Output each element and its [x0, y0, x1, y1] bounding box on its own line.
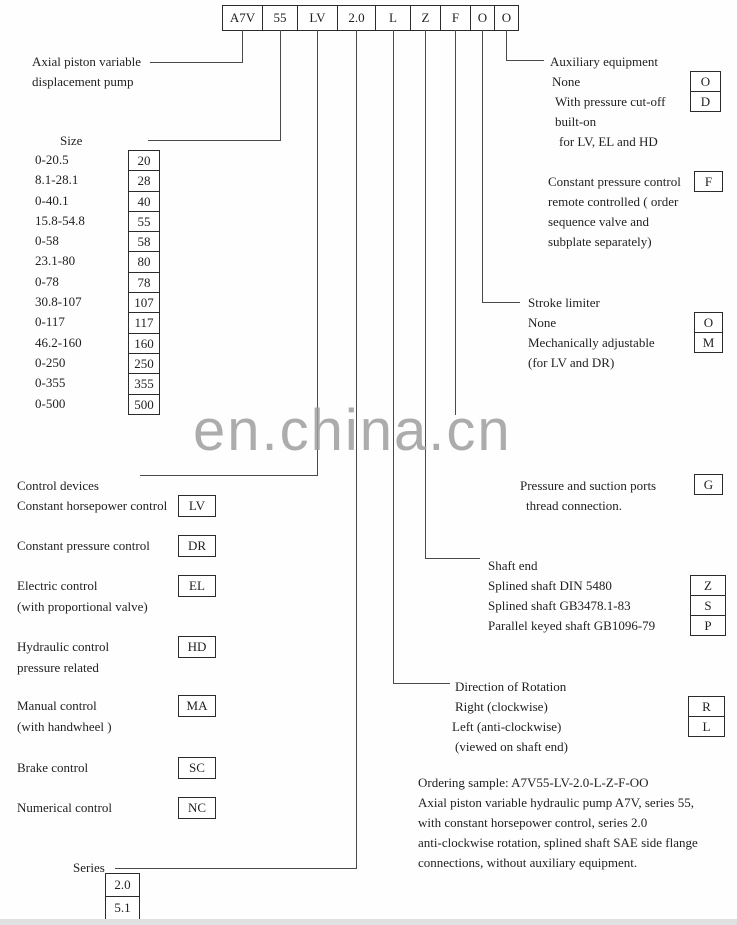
stroke-applies: (for LV and DR) — [528, 355, 615, 370]
shaft-code-p: P — [690, 615, 726, 636]
ports-line2: thread connection. — [526, 498, 623, 513]
pressure-remote-code: F — [694, 171, 723, 192]
shaft-code-s: S — [690, 595, 726, 616]
stroke-code-none: O — [694, 312, 723, 333]
size-code: 117 — [128, 312, 160, 333]
shaft-label-gb3478: Splined shaft GB3478.1-83 — [488, 598, 631, 613]
ordering-sample-line2: Axial piston variable hydraulic pump A7V, series 55, — [418, 795, 694, 810]
code-box-shaft: Z — [410, 5, 441, 31]
size-code: 28 — [128, 170, 160, 191]
ordering-sample-line4: anti-clockwise rotation, splined shaft SAE side flange — [418, 835, 698, 850]
rotation-right-label: Right (clockwise) — [455, 699, 548, 714]
connector-stroke-h — [482, 302, 520, 303]
size-range: 0-58 — [35, 233, 59, 249]
auxiliary-code-column — [690, 71, 721, 112]
size-code: 250 — [128, 353, 160, 374]
rotation-code-column — [688, 696, 725, 737]
pressure-remote-line2: remote controlled ( order — [548, 194, 679, 209]
ordering-code-boxes — [222, 5, 519, 31]
connector-auxiliary-v — [506, 30, 507, 60]
size-range: 8.1-28.1 — [35, 172, 79, 188]
auxiliary-none-label: None — [552, 74, 581, 89]
size-range: 46.2-160 — [35, 334, 82, 350]
connector-control-h — [140, 475, 318, 476]
size-code: 107 — [128, 292, 160, 313]
size-range: 0-250 — [35, 354, 66, 370]
size-code: 160 — [128, 333, 160, 354]
code-box-control: LV — [297, 5, 338, 31]
control-sub-el: (with proportional valve) — [17, 599, 148, 614]
size-range-list — [35, 150, 85, 414]
connector-shaft-v — [425, 30, 426, 558]
connector-shaft-h — [425, 558, 480, 559]
pressure-remote-line4: subplate separately) — [548, 234, 652, 249]
size-code: 78 — [128, 272, 160, 293]
size-code: 55 — [128, 211, 160, 232]
shaft-code-z: Z — [690, 575, 726, 596]
series-option: 5.1 — [105, 896, 140, 920]
auxiliary-cutoff-label: With pressure cut-off — [555, 94, 666, 109]
control-code-nc: NC — [178, 797, 216, 819]
size-code: 40 — [128, 191, 160, 212]
size-code-column — [128, 150, 160, 415]
code-box-stroke: O — [470, 5, 495, 31]
auxiliary-code-none: O — [690, 71, 721, 92]
control-label-lv: Constant horsepower control — [17, 498, 168, 513]
size-range: 0-355 — [35, 375, 66, 391]
shaft-end-title: Shaft end — [488, 558, 538, 573]
size-code: 80 — [128, 251, 160, 272]
code-box-size: 55 — [262, 5, 298, 31]
size-code: 20 — [128, 150, 160, 171]
size-range: 30.8-107 — [35, 294, 82, 310]
control-code-lv: LV — [178, 495, 216, 517]
ports-line1: Pressure and suction ports — [520, 478, 657, 493]
size-code: 58 — [128, 231, 160, 252]
connector-model-h — [150, 62, 243, 63]
pump-label-line1: Axial piston variable — [32, 54, 142, 69]
scan-edge-strip — [0, 919, 737, 925]
size-title: Size — [60, 133, 83, 148]
stroke-code-column — [694, 312, 723, 353]
stroke-none-label: None — [528, 315, 557, 330]
size-range: 0-117 — [35, 314, 65, 330]
rotation-code-left: L — [688, 716, 725, 737]
control-code-sc: SC — [178, 757, 216, 779]
pump-label-line2: displacement pump — [32, 74, 134, 89]
auxiliary-title: Auxiliary equipment — [550, 54, 658, 69]
watermark-text: en.china.cn — [193, 398, 512, 463]
size-code: 355 — [128, 373, 160, 394]
shaft-label-gb1096: Parallel keyed shaft GB1096-79 — [488, 618, 656, 633]
connector-auxiliary-h — [506, 60, 544, 61]
size-range: 0-20.5 — [35, 152, 69, 167]
connector-stroke-v — [482, 30, 483, 302]
auxiliary-applies: for LV, EL and HD — [559, 134, 658, 149]
rotation-code-right: R — [688, 696, 725, 717]
series-title: Series — [73, 860, 105, 875]
shaft-code-column — [690, 575, 726, 636]
connector-rotation-h — [393, 683, 450, 684]
code-box-auxiliary: O — [494, 5, 519, 31]
control-sub-hd: pressure related — [17, 660, 99, 675]
control-code-el: EL — [178, 575, 216, 597]
stroke-limiter-title: Stroke limiter — [528, 295, 600, 310]
control-code-ma: MA — [178, 695, 216, 717]
code-box-series: 2.0 — [337, 5, 376, 31]
control-label-dr: Constant pressure control — [17, 538, 150, 553]
shaft-label-din: Splined shaft DIN 5480 — [488, 578, 612, 593]
control-label-ma: Manual control — [17, 698, 97, 713]
size-range: 15.8-54.8 — [35, 212, 85, 228]
control-label-sc: Brake control — [17, 760, 89, 775]
ordering-sample-line3: with constant horsepower control, series 2.0 — [418, 815, 648, 830]
connector-series-h — [115, 868, 357, 869]
connector-size-v — [280, 30, 281, 140]
size-range: 0-40.1 — [35, 192, 69, 208]
ordering-sample-line5: connections, without auxiliary equipment. — [418, 855, 638, 870]
stroke-adjustable-label: Mechanically adjustable — [528, 335, 655, 350]
rotation-note: (viewed on shaft end) — [455, 739, 568, 754]
rotation-left-label: Left (anti-clockwise) — [452, 719, 562, 734]
code-box-pressure: F — [440, 5, 471, 31]
auxiliary-cutoff-line2: built-on — [555, 114, 597, 129]
auxiliary-code-cutoff: D — [690, 91, 721, 112]
size-range: 23.1-80 — [35, 253, 76, 269]
control-sub-ma: (with handwheel ) — [17, 719, 112, 734]
connector-size-h — [148, 140, 281, 141]
connector-model-v — [242, 30, 243, 62]
control-label-nc: Numerical control — [17, 800, 112, 815]
ports-code: G — [694, 474, 723, 495]
size-range: 0-500 — [35, 395, 66, 411]
connector-pressure-v — [455, 30, 456, 415]
connector-rotation-v — [393, 30, 394, 683]
pressure-remote-line3: sequence valve and — [548, 214, 650, 229]
control-devices-title: Control devices — [17, 478, 99, 493]
size-range: 0-78 — [35, 273, 59, 289]
series-option: 2.0 — [105, 873, 140, 897]
rotation-title: Direction of Rotation — [455, 679, 567, 694]
size-code: 500 — [128, 394, 160, 415]
control-label-el: Electric control — [17, 578, 98, 593]
control-code-hd: HD — [178, 636, 216, 658]
ordering-sample-line1: Ordering sample: A7V55-LV-2.0-L-Z-F-OO — [418, 775, 649, 790]
stroke-code-adjustable: M — [694, 332, 723, 353]
control-code-dr: DR — [178, 535, 216, 557]
series-code-column — [105, 873, 140, 920]
code-box-rotation: L — [375, 5, 411, 31]
pressure-remote-line1: Constant pressure control — [548, 174, 681, 189]
control-label-hd: Hydraulic control — [17, 639, 110, 654]
code-box-model: A7V — [222, 5, 263, 31]
